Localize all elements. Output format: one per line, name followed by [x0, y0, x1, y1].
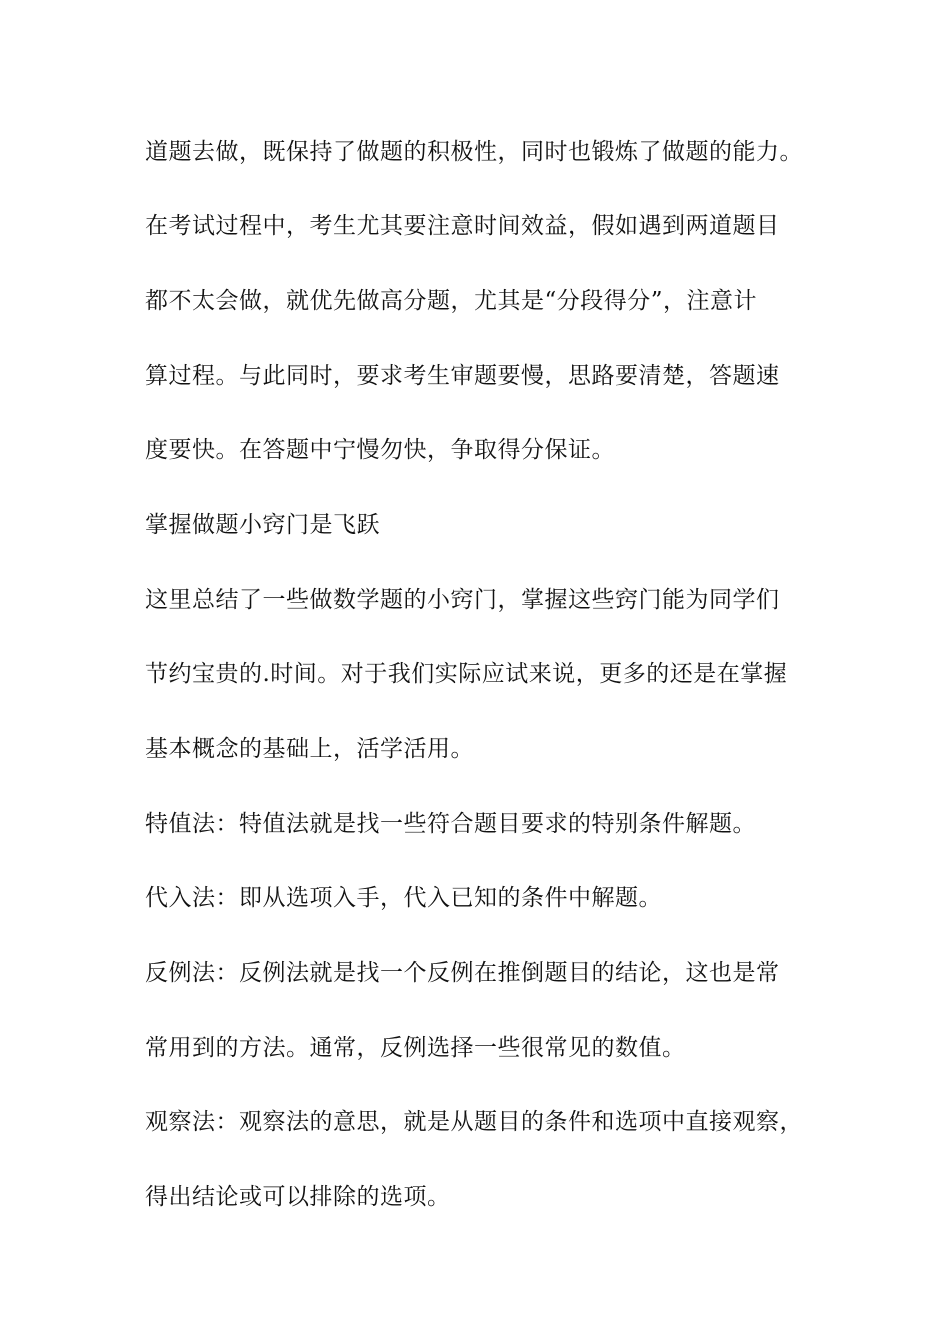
paragraph-line: 在考试过程中，考生尤其要注意时间效益，假如遇到两道题目: [145, 213, 780, 239]
method-item-special-value: 特值法：特值法就是找一些符合题目要求的特别条件解题。: [145, 811, 756, 837]
paragraph-line: 道题去做，既保持了做题的积极性，同时也锻炼了做题的能力。: [145, 139, 803, 165]
paragraph-line: 都不太会做，就优先做高分题，尤其是“分段得分”，注意计: [145, 288, 758, 314]
paragraph-line: 算过程。与此同时，要求考生审题要慢，思路要清楚，答题速: [145, 363, 780, 389]
paragraph-line: 基本概念的基础上，活学活用。: [145, 736, 474, 762]
paragraph-line: 得出结论或可以排除的选项。: [145, 1184, 451, 1210]
paragraph-line: 这里总结了一些做数学题的小窍门，掌握这些窍门能为同学们: [145, 587, 780, 613]
method-item-substitution: 代入法：即从选项入手，代入已知的条件中解题。: [145, 885, 662, 911]
paragraph-line: 常用到的方法。通常，反例选择一些很常见的数值。: [145, 1035, 686, 1061]
section-heading: 掌握做题小窍门是飞跃: [145, 512, 380, 538]
method-item-observation: 观察法：观察法的意思，就是从题目的条件和选项中直接观察，: [145, 1109, 803, 1135]
paragraph-line: 度要快。在答题中宁慢勿快，争取得分保证。: [145, 437, 615, 463]
method-item-counterexample: 反例法：反例法就是找一个反例在推倒题目的结论，这也是常: [145, 960, 780, 986]
paragraph-line: 节约宝贵的.时间。对于我们实际应试来说，更多的还是在掌握: [145, 661, 788, 687]
